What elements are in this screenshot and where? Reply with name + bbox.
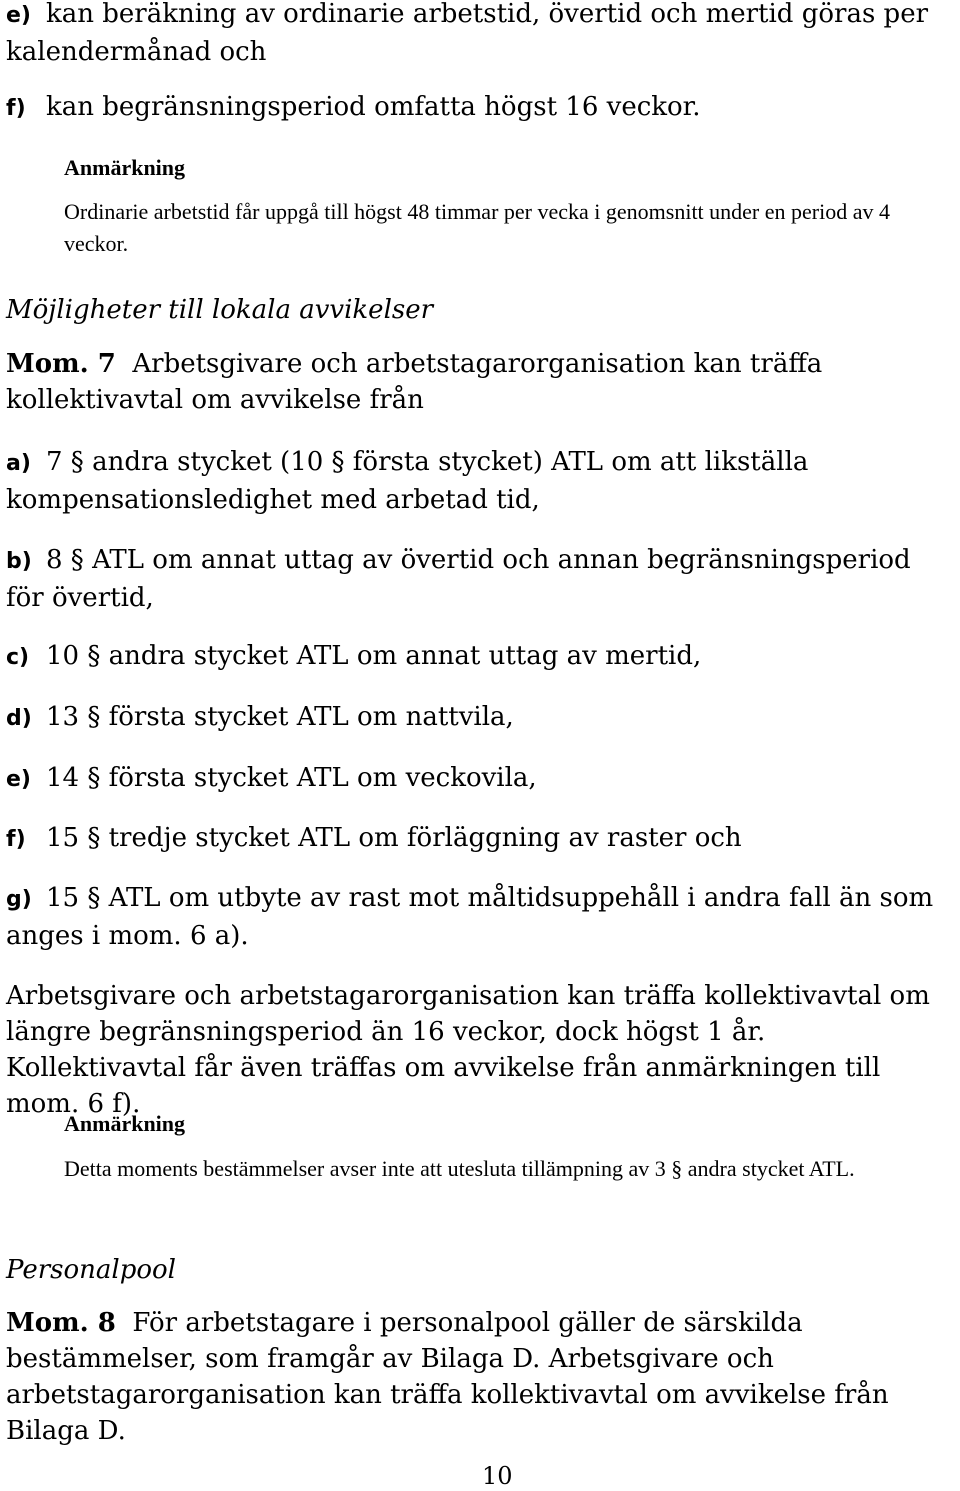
note-heading: Anmärkning bbox=[64, 1111, 186, 1136]
mom7-paragraph bbox=[6, 346, 926, 418]
list-label: c) bbox=[6, 645, 30, 670]
mom-label: Mom. 7 bbox=[6, 349, 116, 379]
section-heading: Möjligheter till lokala avvikelser bbox=[6, 295, 434, 325]
list-text: 8 § ATL om annat uttag av övertid och annan begränsningsperiod för övertid, bbox=[6, 545, 911, 613]
list-label: b) bbox=[6, 549, 32, 574]
list-item-d bbox=[6, 699, 926, 737]
list-item-b bbox=[6, 542, 956, 616]
list-label: d) bbox=[6, 706, 32, 731]
list-text: 15 § tredje stycket ATL om förläggning av raster och bbox=[46, 823, 742, 853]
mom-text: Arbetsgivare och arbetstagarorganisation kan träffa kollektivavtal om avvikelse från bbox=[6, 349, 823, 415]
list-label: f) bbox=[6, 96, 26, 121]
body-paragraph: Arbetsgivare och arbetstagarorganisation kan träffa kollektivavtal om längre begränsningsperiod än 16 veckor, dock högst 1 år. Kollektivavtal får även träffas om avvikelse från anmärkningen till mom. 6 f). bbox=[6, 981, 930, 1119]
list-item-a bbox=[6, 444, 926, 518]
list-text: 7 § andra stycket (10 § första stycket) ATL om att likställa kompensationsledighet med arbetad tid, bbox=[6, 447, 809, 515]
section-heading: Personalpool bbox=[6, 1255, 176, 1285]
list-item-e bbox=[6, 0, 946, 70]
list-label: f) bbox=[6, 827, 26, 852]
list-text: kan beräkning av ordinarie arbetstid, övertid och mertid göras per kalendermånad och bbox=[6, 0, 929, 67]
list-label: a) bbox=[6, 451, 31, 476]
mom-label: Mom. 8 bbox=[6, 1308, 116, 1338]
list-item-f bbox=[6, 89, 946, 127]
list-item-f2 bbox=[6, 820, 926, 858]
list-text: 10 § andra stycket ATL om annat uttag av mertid, bbox=[46, 641, 702, 671]
list-item-e2 bbox=[6, 760, 926, 798]
list-item-g bbox=[6, 880, 946, 954]
mom-text: För arbetstagare i personalpool gäller de särskilda bestämmelser, som framgår av Bilaga D. Arbetsgivare och arbetstagarorganisation kan träffa kollektivavtal om avvikelse från Bilaga D. bbox=[6, 1308, 889, 1446]
note-text: Detta moments bestämmelser avser inte att utesluta tillämpning av 3 § andra stycket ATL. bbox=[64, 1156, 855, 1181]
page-number: 10 bbox=[482, 1462, 513, 1490]
list-text: 14 § första stycket ATL om veckovila, bbox=[46, 763, 537, 793]
list-label: g) bbox=[6, 887, 32, 912]
list-item-c bbox=[6, 638, 926, 676]
mom8-paragraph bbox=[6, 1305, 906, 1449]
note-text: Ordinarie arbetstid får uppgå till högst 48 timmar per vecka i genomsnitt under en period av 4 veckor. bbox=[64, 199, 890, 256]
list-label: e) bbox=[6, 3, 31, 28]
list-text: 13 § första stycket ATL om nattvila, bbox=[46, 702, 514, 732]
list-label: e) bbox=[6, 767, 31, 792]
list-text: kan begränsningsperiod omfatta högst 16 veckor. bbox=[46, 92, 701, 122]
note-heading: Anmärkning bbox=[64, 155, 186, 180]
list-text: 15 § ATL om utbyte av rast mot måltidsuppehåll i andra fall än som anges i mom. 6 a). bbox=[6, 883, 934, 951]
